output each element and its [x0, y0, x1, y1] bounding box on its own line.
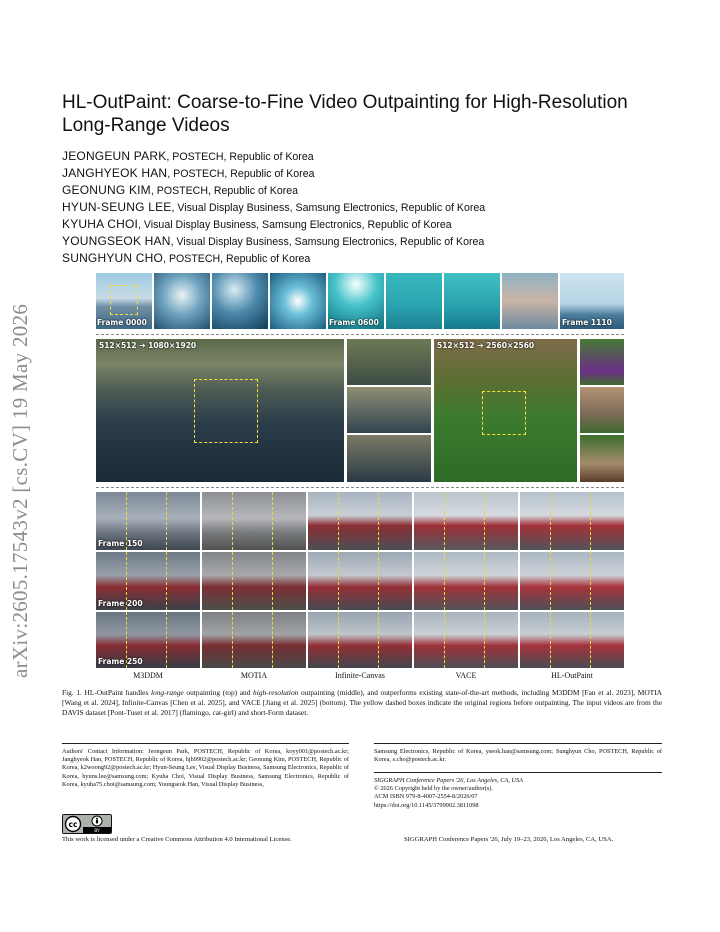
author-line	[62, 199, 662, 216]
comparison-cell-vace	[414, 612, 518, 668]
doi-text: https://doi.org/10.1145/3799902.3811098	[374, 801, 479, 809]
boundary-line	[444, 612, 445, 668]
comparison-cell-vace	[414, 492, 518, 550]
section-divider	[96, 487, 624, 488]
arxiv-identifier	[8, 258, 48, 678]
author-affiliation: , POSTECH, Republic of Korea	[150, 185, 299, 197]
author-list	[62, 148, 662, 267]
arxiv-stamp-text: arXiv:2605.17543v2 [cs.CV] 19 May 2026	[8, 303, 32, 678]
boundary-line	[338, 612, 339, 668]
footnote-rule	[374, 772, 662, 773]
footnote-rule	[374, 743, 662, 744]
boundary-line	[166, 612, 167, 668]
boundary-line	[272, 612, 273, 668]
flamingo-crop-image	[347, 435, 431, 482]
author-name: JEONGEUN PARK	[62, 149, 167, 163]
boundary-line	[378, 492, 379, 550]
long-range-frame-image	[96, 273, 152, 329]
boundary-line	[550, 492, 551, 550]
boundary-line	[550, 552, 551, 610]
author-name: HYUN-SEUNG LEE	[62, 200, 172, 214]
author-name: KYUHA CHOI	[62, 217, 139, 231]
isbn-text: ACM ISBN 979-8-4007-2554-8/2026/07	[374, 793, 478, 801]
copyright-text: © 2026 Copyright held by the owner/author(s).	[374, 785, 493, 793]
long-range-frame-image	[212, 273, 268, 329]
boundary-line	[272, 552, 273, 610]
cat-girl-crop-image	[580, 435, 624, 482]
author-affiliation: , Visual Display Business, Samsung Electronics, Republic of Korea	[170, 236, 485, 248]
cat-girl-outpainted-image	[434, 339, 577, 482]
method-label-motia: MOTIA	[240, 671, 268, 680]
frame-label: Frame 200	[98, 599, 143, 608]
cat-girl-crop-image	[580, 339, 624, 385]
flamingo-crop-image	[347, 339, 431, 385]
author-line	[62, 182, 662, 199]
author-line	[62, 216, 662, 233]
author-contact-info-continued: Samsung Electronics, Republic of Korea, yseok.han@samsung.com; Sunghyun Cho, POSTECH, Republic of Korea, s.cho@postech.ac.kr.	[374, 748, 662, 764]
comparison-cell-motia	[202, 552, 306, 610]
resolution-label: 512×512 ➔ 1080×1920	[99, 341, 197, 350]
long-range-frame-image	[386, 273, 442, 329]
original-region-box	[482, 391, 526, 435]
cc-by-label: BY	[94, 829, 100, 833]
author-name: JANGHYEOK HAN	[62, 166, 168, 180]
boundary-line	[550, 612, 551, 668]
author-affiliation: , Visual Display Business, Samsung Electronics, Republic of Korea	[138, 219, 452, 231]
long-range-frame-image	[270, 273, 326, 329]
author-name: YOUNGSEOK HAN	[62, 234, 171, 248]
author-contact-info: Authors' Contact Information: Jeongeun Park, POSTECH, Republic of Korea, koyy001@postech.ac.kr; Janghyeok Han, POSTECH, Republic of Korea, hjh9902@postech.ac.kr; Geonung Kim, POSTECH, Republic of Korea, k2woong92@postech.ac.kr; Hyun-Seung Lee, Visual Display Business, Samsung Electronics, Republic of Korea, hyuns.lee@samsung.com; Kyuha Choi, Visual Display Business, Samsung Electronics, Republic of Korea, kyuha75.choi@samsung.com; Youngseok Han, Visual Display Business,	[62, 748, 349, 788]
boundary-line	[378, 552, 379, 610]
license-statement: This work is licensed under a Creative Commons Attribution 4.0 International License.	[62, 836, 292, 843]
method-label-m3ddm: M3DDM	[133, 671, 163, 680]
boundary-line	[590, 612, 591, 668]
author-line	[62, 165, 662, 182]
venue-text: SIGGRAPH Conference Papers '26, Los Angeles, CA, USA	[374, 777, 523, 784]
title-line-1: HL-OutPaint: Coarse-to-Fine Video Outpainting for High-Resolution	[62, 92, 628, 113]
figure-caption	[62, 688, 662, 718]
boundary-line	[232, 612, 233, 668]
title-line-2: Long-Range Videos	[62, 115, 230, 136]
author-affiliation: , POSTECH, Republic of Korea	[167, 168, 315, 180]
original-region-box	[194, 379, 258, 443]
svg-text:cc: cc	[68, 820, 78, 829]
boundary-line	[590, 552, 591, 610]
caption-text: Fig. 1. HL-OutPaint handles	[62, 688, 151, 697]
boundary-line	[272, 492, 273, 550]
frame-label: Frame 0600	[329, 318, 379, 327]
caption-emphasis: long-range	[150, 688, 184, 697]
boundary-line	[444, 492, 445, 550]
boundary-line	[378, 612, 379, 668]
caption-text: outpainting (top) and	[183, 688, 254, 697]
comparison-cell-infinite-canvas	[308, 492, 412, 550]
comparison-cell-hl-outpaint	[520, 492, 624, 550]
author-line	[62, 250, 662, 267]
method-label-hl-outpaint: HL-OutPaint	[551, 671, 593, 680]
boundary-line	[444, 552, 445, 610]
frame-label: Frame 0000	[97, 318, 147, 327]
frame-label: Frame 1110	[562, 318, 612, 327]
flamingo-outpainted-image	[96, 339, 344, 482]
author-affiliation: , Visual Display Business, Samsung Electronics, Republic of Korea	[171, 202, 486, 214]
frame-label: Frame 150	[98, 539, 143, 548]
author-name: GEONUNG KIM	[62, 183, 151, 197]
long-range-frame-image	[444, 273, 500, 329]
author-line	[62, 233, 662, 250]
boundary-line	[338, 492, 339, 550]
method-label-infinite-canvas: Infinite-Canvas	[335, 671, 385, 680]
method-label-vace: VACE	[455, 671, 477, 680]
publication-info	[374, 777, 662, 810]
paper-title	[62, 91, 662, 137]
original-region-box	[110, 285, 138, 315]
boundary-line	[166, 492, 167, 550]
cc-by-license-badge	[62, 814, 112, 834]
long-range-frame-image	[154, 273, 210, 329]
flamingo-crop-image	[347, 387, 431, 433]
boundary-line	[484, 552, 485, 610]
caption-text: outpainting (middle), and outperforms existing state-of-the-art methods, including M3DDM [Fan et al. 2023], MOTIA [Wang et al. 2024], Infinite-Canvas [Chen et al. 2025], and VACE [Jiang et al. 2025] (bottom). The yellow dashed boxes indicate the original regions before outpainting. The input videos are from the DAVIS dataset [Pont-Tuset et al. 2017] (flamingo, cat-girl) and short-Form dataset.	[62, 688, 662, 717]
comparison-cell-motia	[202, 612, 306, 668]
section-divider	[96, 334, 624, 335]
teaser-figure	[96, 273, 624, 683]
comparison-cell-infinite-canvas	[308, 552, 412, 610]
boundary-line	[484, 492, 485, 550]
author-affiliation: , POSTECH, Republic of Korea	[166, 151, 314, 163]
boundary-line	[484, 612, 485, 668]
comparison-cell-vace	[414, 552, 518, 610]
caption-emphasis: high-resolution	[253, 688, 299, 697]
page-footer: SIGGRAPH Conference Papers '26, July 19–23, 2026, Los Angeles, CA, USA.	[404, 836, 614, 843]
boundary-line	[166, 552, 167, 610]
author-affiliation: , POSTECH, Republic of Korea	[163, 253, 311, 265]
comparison-cell-hl-outpaint	[520, 612, 624, 668]
cat-girl-crop-image	[580, 387, 624, 433]
comparison-cell-hl-outpaint	[520, 552, 624, 610]
long-range-frame-image	[328, 273, 384, 329]
long-range-frame-image	[560, 273, 624, 329]
footnote-rule	[62, 743, 349, 744]
boundary-line	[232, 492, 233, 550]
author-name: SUNGHYUN CHO	[62, 251, 164, 265]
resolution-label: 512×512 ➔ 2560×2560	[437, 341, 535, 350]
long-range-frame-image	[502, 273, 558, 329]
boundary-line	[232, 552, 233, 610]
boundary-line	[338, 552, 339, 610]
comparison-cell-motia	[202, 492, 306, 550]
cc-logo-icon	[63, 815, 111, 833]
boundary-line	[590, 492, 591, 550]
comparison-cell-infinite-canvas	[308, 612, 412, 668]
author-line	[62, 148, 662, 165]
frame-label: Frame 250	[98, 657, 143, 666]
